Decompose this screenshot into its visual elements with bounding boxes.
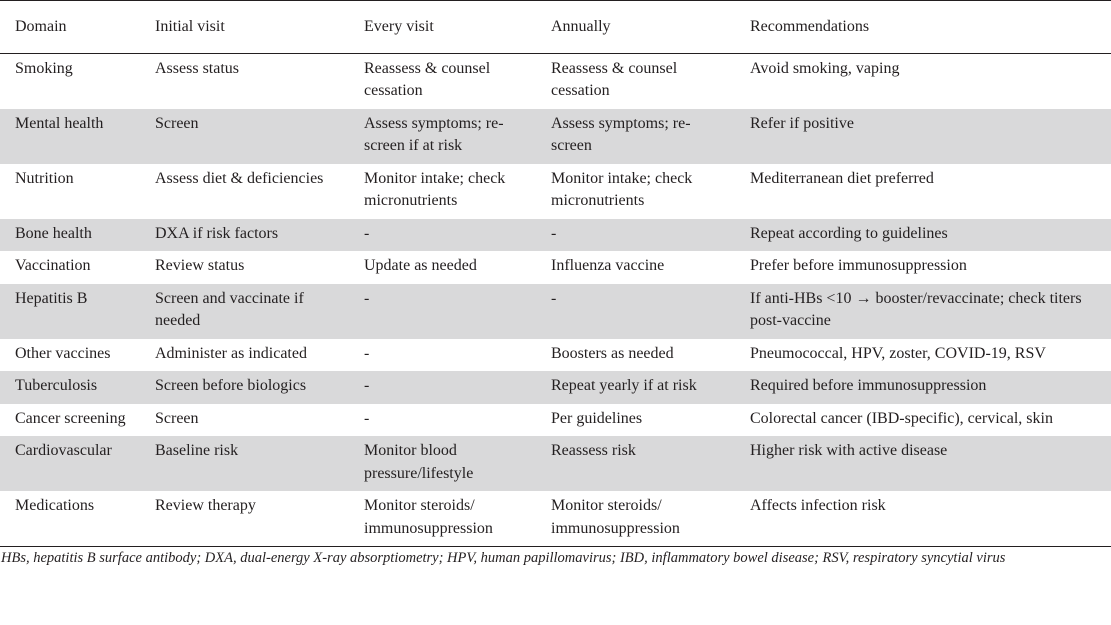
- cell-initial-visit: Assess diet & deficiencies: [140, 164, 349, 219]
- table-row: [0, 404, 1111, 437]
- cell-recommendations: Higher risk with active disease: [735, 436, 1111, 491]
- table-footnote: HBs, hepatitis B surface antibody; DXA, dual-energy X-ray absorptiometry; HPV, human papillomavirus; IBD, inflammatory bowel disease; RSV, respiratory syncytial virus: [1, 550, 1006, 566]
- cell-domain: Hepatitis B: [0, 284, 140, 339]
- table-row: [0, 251, 1111, 284]
- cell-annually: Monitor intake; check micronutrients: [536, 164, 735, 219]
- cell-every-visit: Reassess & counsel cessation: [349, 53, 536, 109]
- cell-every-visit: -: [349, 219, 536, 252]
- cell-recommendations: Refer if positive: [735, 109, 1111, 164]
- cell-initial-visit: Assess status: [140, 53, 349, 109]
- cell-initial-visit: Screen and vaccinate if needed: [140, 284, 349, 339]
- cell-recommendations: Prefer before immunosuppression: [735, 251, 1111, 284]
- table-row: [0, 53, 1111, 109]
- table-row: [0, 436, 1111, 491]
- cell-recommendations: Repeat according to guidelines: [735, 219, 1111, 252]
- cell-annually: Boosters as needed: [536, 339, 735, 372]
- table-row: [0, 339, 1111, 372]
- cell-domain: Cancer screening: [0, 404, 140, 437]
- cell-annually: Assess symptoms; re-screen: [536, 109, 735, 164]
- header-every-visit: Every visit: [349, 1, 536, 54]
- cell-initial-visit: Screen: [140, 109, 349, 164]
- cell-domain: Other vaccines: [0, 339, 140, 372]
- cell-every-visit: -: [349, 284, 536, 339]
- cell-every-visit: Monitor blood pressure/lifestyle: [349, 436, 536, 491]
- cell-initial-visit: Screen: [140, 404, 349, 437]
- cell-annually: Reassess risk: [536, 436, 735, 491]
- cell-domain: Cardiovascular: [0, 436, 140, 491]
- cell-recommendations: Affects infection risk: [735, 491, 1111, 547]
- cell-annually: Per guidelines: [536, 404, 735, 437]
- header-row: [0, 1, 1111, 54]
- cell-recommendations: Pneumococcal, HPV, zoster, COVID-19, RSV: [735, 339, 1111, 372]
- cell-annually: Influenza vaccine: [536, 251, 735, 284]
- cell-every-visit: Assess symptoms; re-screen if at risk: [349, 109, 536, 164]
- table-row: [0, 491, 1111, 547]
- cell-every-visit: Monitor steroids/ immunosuppression: [349, 491, 536, 547]
- table-row: [0, 164, 1111, 219]
- cell-annually: Monitor steroids/ immunosuppression: [536, 491, 735, 547]
- cell-recommendations: If anti-HBs <10 → booster/revaccinate; check titers post-vaccine: [735, 284, 1111, 339]
- cell-every-visit: -: [349, 339, 536, 372]
- cell-every-visit: Update as needed: [349, 251, 536, 284]
- table-row: [0, 109, 1111, 164]
- cell-recommendations: Colorectal cancer (IBD-specific), cervical, skin: [735, 404, 1111, 437]
- cell-every-visit: Monitor intake; check micronutrients: [349, 164, 536, 219]
- cell-initial-visit: Administer as indicated: [140, 339, 349, 372]
- table-header: [0, 1, 1111, 54]
- cell-domain: Medications: [0, 491, 140, 547]
- header-initial-visit: Initial visit: [140, 1, 349, 54]
- cell-domain: Vaccination: [0, 251, 140, 284]
- cell-initial-visit: DXA if risk factors: [140, 219, 349, 252]
- cell-domain: Bone health: [0, 219, 140, 252]
- cell-initial-visit: Screen before biologics: [140, 371, 349, 404]
- table-row: [0, 284, 1111, 339]
- cell-initial-visit: Review status: [140, 251, 349, 284]
- cell-domain: Mental health: [0, 109, 140, 164]
- cell-recommendations: Avoid smoking, vaping: [735, 53, 1111, 109]
- cell-annually: -: [536, 219, 735, 252]
- cell-annually: -: [536, 284, 735, 339]
- cell-domain: Smoking: [0, 53, 140, 109]
- cell-recommendations: Mediterranean diet preferred: [735, 164, 1111, 219]
- header-annually: Annually: [536, 1, 735, 54]
- cell-every-visit: -: [349, 404, 536, 437]
- cell-annually: Repeat yearly if at risk: [536, 371, 735, 404]
- cell-recommendations: Required before immunosuppression: [735, 371, 1111, 404]
- header-recommendations: Recommendations: [735, 1, 1111, 54]
- cell-annually: Reassess & counsel cessation: [536, 53, 735, 109]
- header-domain: Domain: [0, 1, 140, 54]
- table-body: [0, 53, 1111, 547]
- cell-every-visit: -: [349, 371, 536, 404]
- table-row: [0, 371, 1111, 404]
- cell-domain: Nutrition: [0, 164, 140, 219]
- cell-initial-visit: Baseline risk: [140, 436, 349, 491]
- table-row: [0, 219, 1111, 252]
- cell-initial-visit: Review therapy: [140, 491, 349, 547]
- cell-domain: Tuberculosis: [0, 371, 140, 404]
